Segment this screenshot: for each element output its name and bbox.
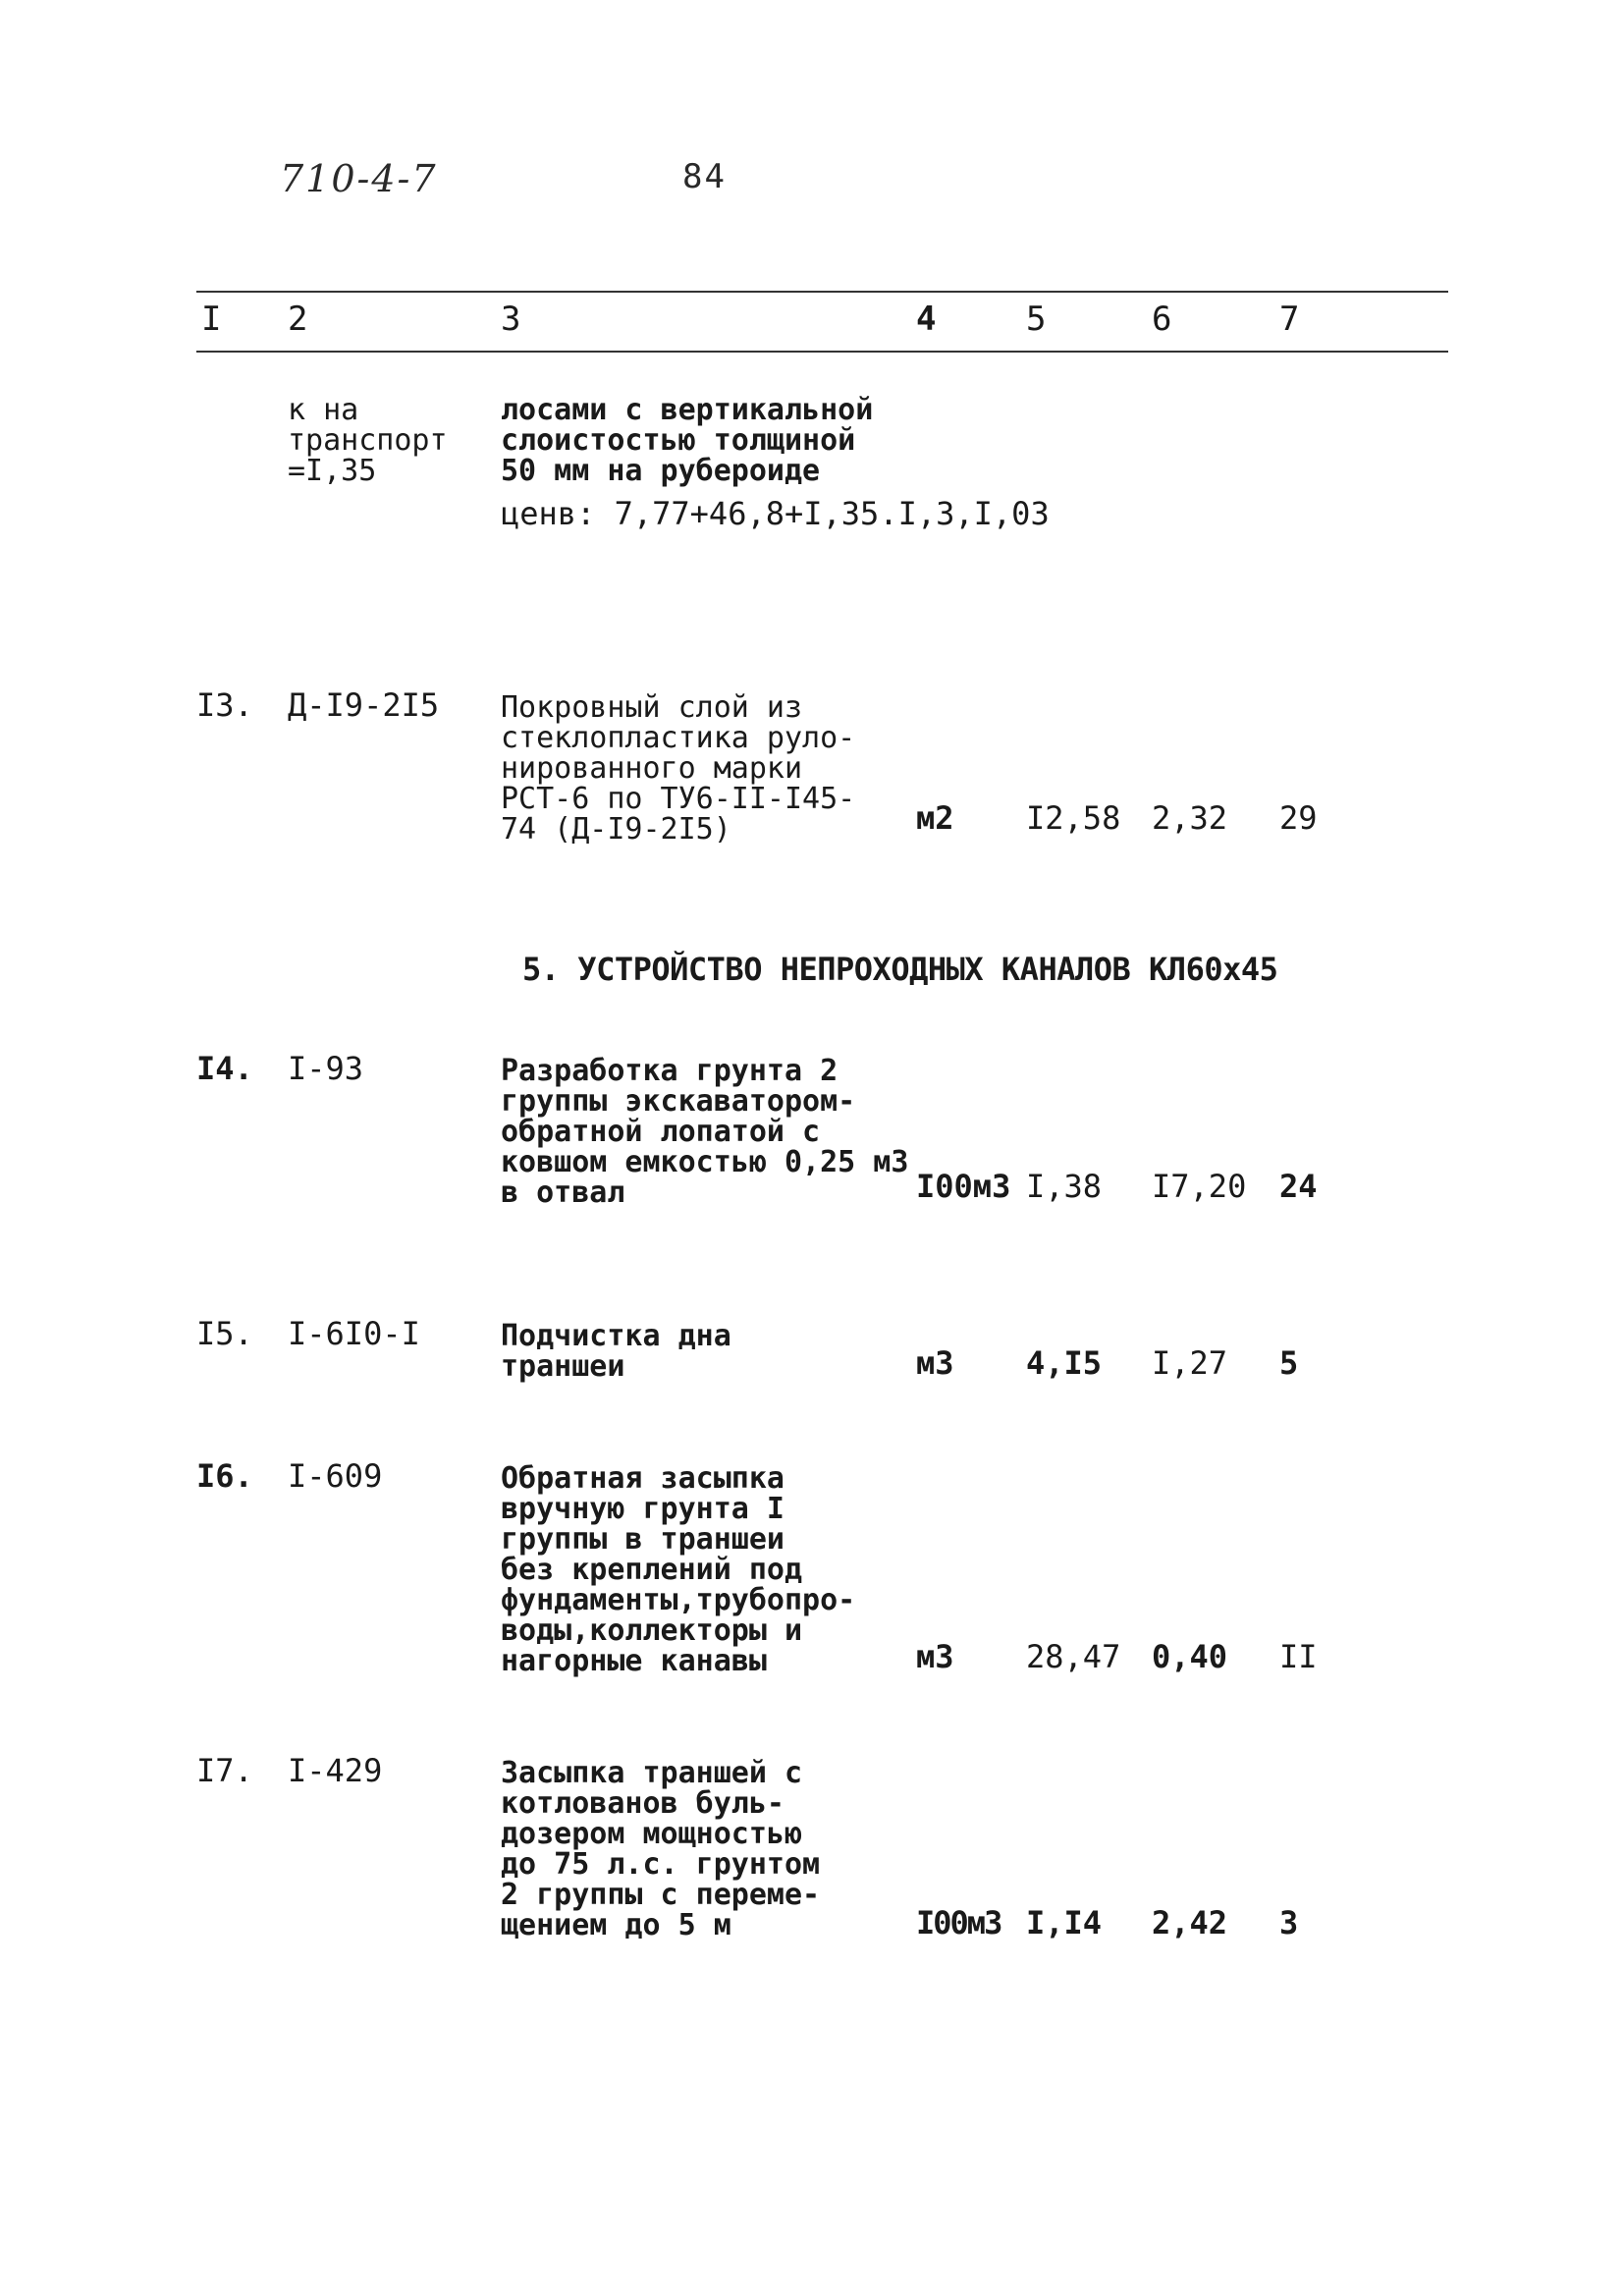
header-rule-bottom bbox=[196, 351, 1448, 353]
row-13-total: 29 bbox=[1279, 799, 1318, 837]
row-15-price: I,27 bbox=[1152, 1344, 1228, 1382]
column-header-4: 4 bbox=[916, 300, 937, 339]
page-number: 84 bbox=[682, 157, 727, 196]
row-13-quantity: I2,58 bbox=[1026, 799, 1121, 837]
row-15-unit: м3 bbox=[916, 1344, 954, 1382]
row-14-description: Разработка грунта 2 группы экскаватором- обратной лопатой с ковшом емкостью 0,25 м3 в отвал bbox=[501, 1054, 909, 1210]
row-15-code: I-6I0-I bbox=[288, 1315, 420, 1352]
price-calculation-line: ценв: 7,77+46,8+I,35.I,3,I,03 bbox=[501, 495, 1050, 532]
row-14-quantity: I,38 bbox=[1026, 1168, 1103, 1205]
row-14-price: I7,20 bbox=[1152, 1168, 1247, 1205]
row-16-number: I6. bbox=[196, 1457, 253, 1495]
row-13-description: Покровный слой из стеклопластика руло- нированного марки РСТ-6 по ТУ6-II-I45- 74 (Д-I9-2I5) bbox=[501, 690, 856, 847]
row-16-description: Обратная засыпка вручную грунта I группы в траншеи без креплений под фундаменты,трубопро- воды,коллекторы и нагорные канавы bbox=[501, 1461, 856, 1678]
row-15-number: I5. bbox=[196, 1315, 253, 1352]
continuation-coefficient: к на транспорт =I,35 bbox=[288, 393, 448, 488]
column-header-3: 3 bbox=[501, 300, 521, 339]
row-17-unit: I00м3 bbox=[916, 1904, 1001, 1941]
row-16-total: II bbox=[1279, 1638, 1318, 1675]
row-15-description: Подчистка дна траншеи bbox=[501, 1319, 731, 1384]
row-14-unit: I00м3 bbox=[916, 1168, 1011, 1205]
row-14-code: I-93 bbox=[288, 1050, 364, 1087]
header-rule-top bbox=[196, 291, 1448, 293]
column-header-5: 5 bbox=[1026, 300, 1047, 339]
row-16-code: I-609 bbox=[288, 1457, 383, 1495]
row-16-price: 0,40 bbox=[1152, 1638, 1228, 1675]
section-title: 5. УСТРОЙСТВО НЕПРОХОДНЫХ КАНАЛОВ КЛ60x45 bbox=[522, 951, 1278, 988]
row-15-total: 5 bbox=[1279, 1344, 1299, 1382]
row-17-price: 2,42 bbox=[1152, 1904, 1228, 1941]
row-16-quantity: 28,47 bbox=[1026, 1638, 1121, 1675]
column-header-1: I bbox=[201, 300, 222, 339]
row-17-description: Засыпка траншей с котлованов буль- дозером мощностью до 75 л.с. грунтом 2 группы с переме- щением до 5 м bbox=[501, 1756, 821, 1942]
row-13-unit: м2 bbox=[916, 799, 954, 837]
row-16-unit: м3 bbox=[916, 1638, 954, 1675]
row-15-quantity: 4,I5 bbox=[1026, 1344, 1103, 1382]
continuation-description: лосами с вертикальной слоистостью толщиной 50 мм на рубероиде bbox=[501, 393, 874, 488]
document-code: 710-4-7 bbox=[280, 157, 438, 200]
row-17-number: I7. bbox=[196, 1752, 253, 1789]
row-14-number: I4. bbox=[196, 1050, 253, 1087]
row-17-quantity: I,I4 bbox=[1026, 1904, 1103, 1941]
row-17-code: I-429 bbox=[288, 1752, 383, 1789]
column-header-2: 2 bbox=[288, 300, 308, 339]
row-14-total: 24 bbox=[1279, 1168, 1318, 1205]
row-17-total: 3 bbox=[1279, 1904, 1299, 1941]
column-header-7: 7 bbox=[1279, 300, 1300, 339]
column-header-6: 6 bbox=[1152, 300, 1172, 339]
row-13-price: 2,32 bbox=[1152, 799, 1228, 837]
row-13-number: I3. bbox=[196, 686, 253, 724]
row-13-code: Д-I9-2I5 bbox=[288, 686, 440, 724]
